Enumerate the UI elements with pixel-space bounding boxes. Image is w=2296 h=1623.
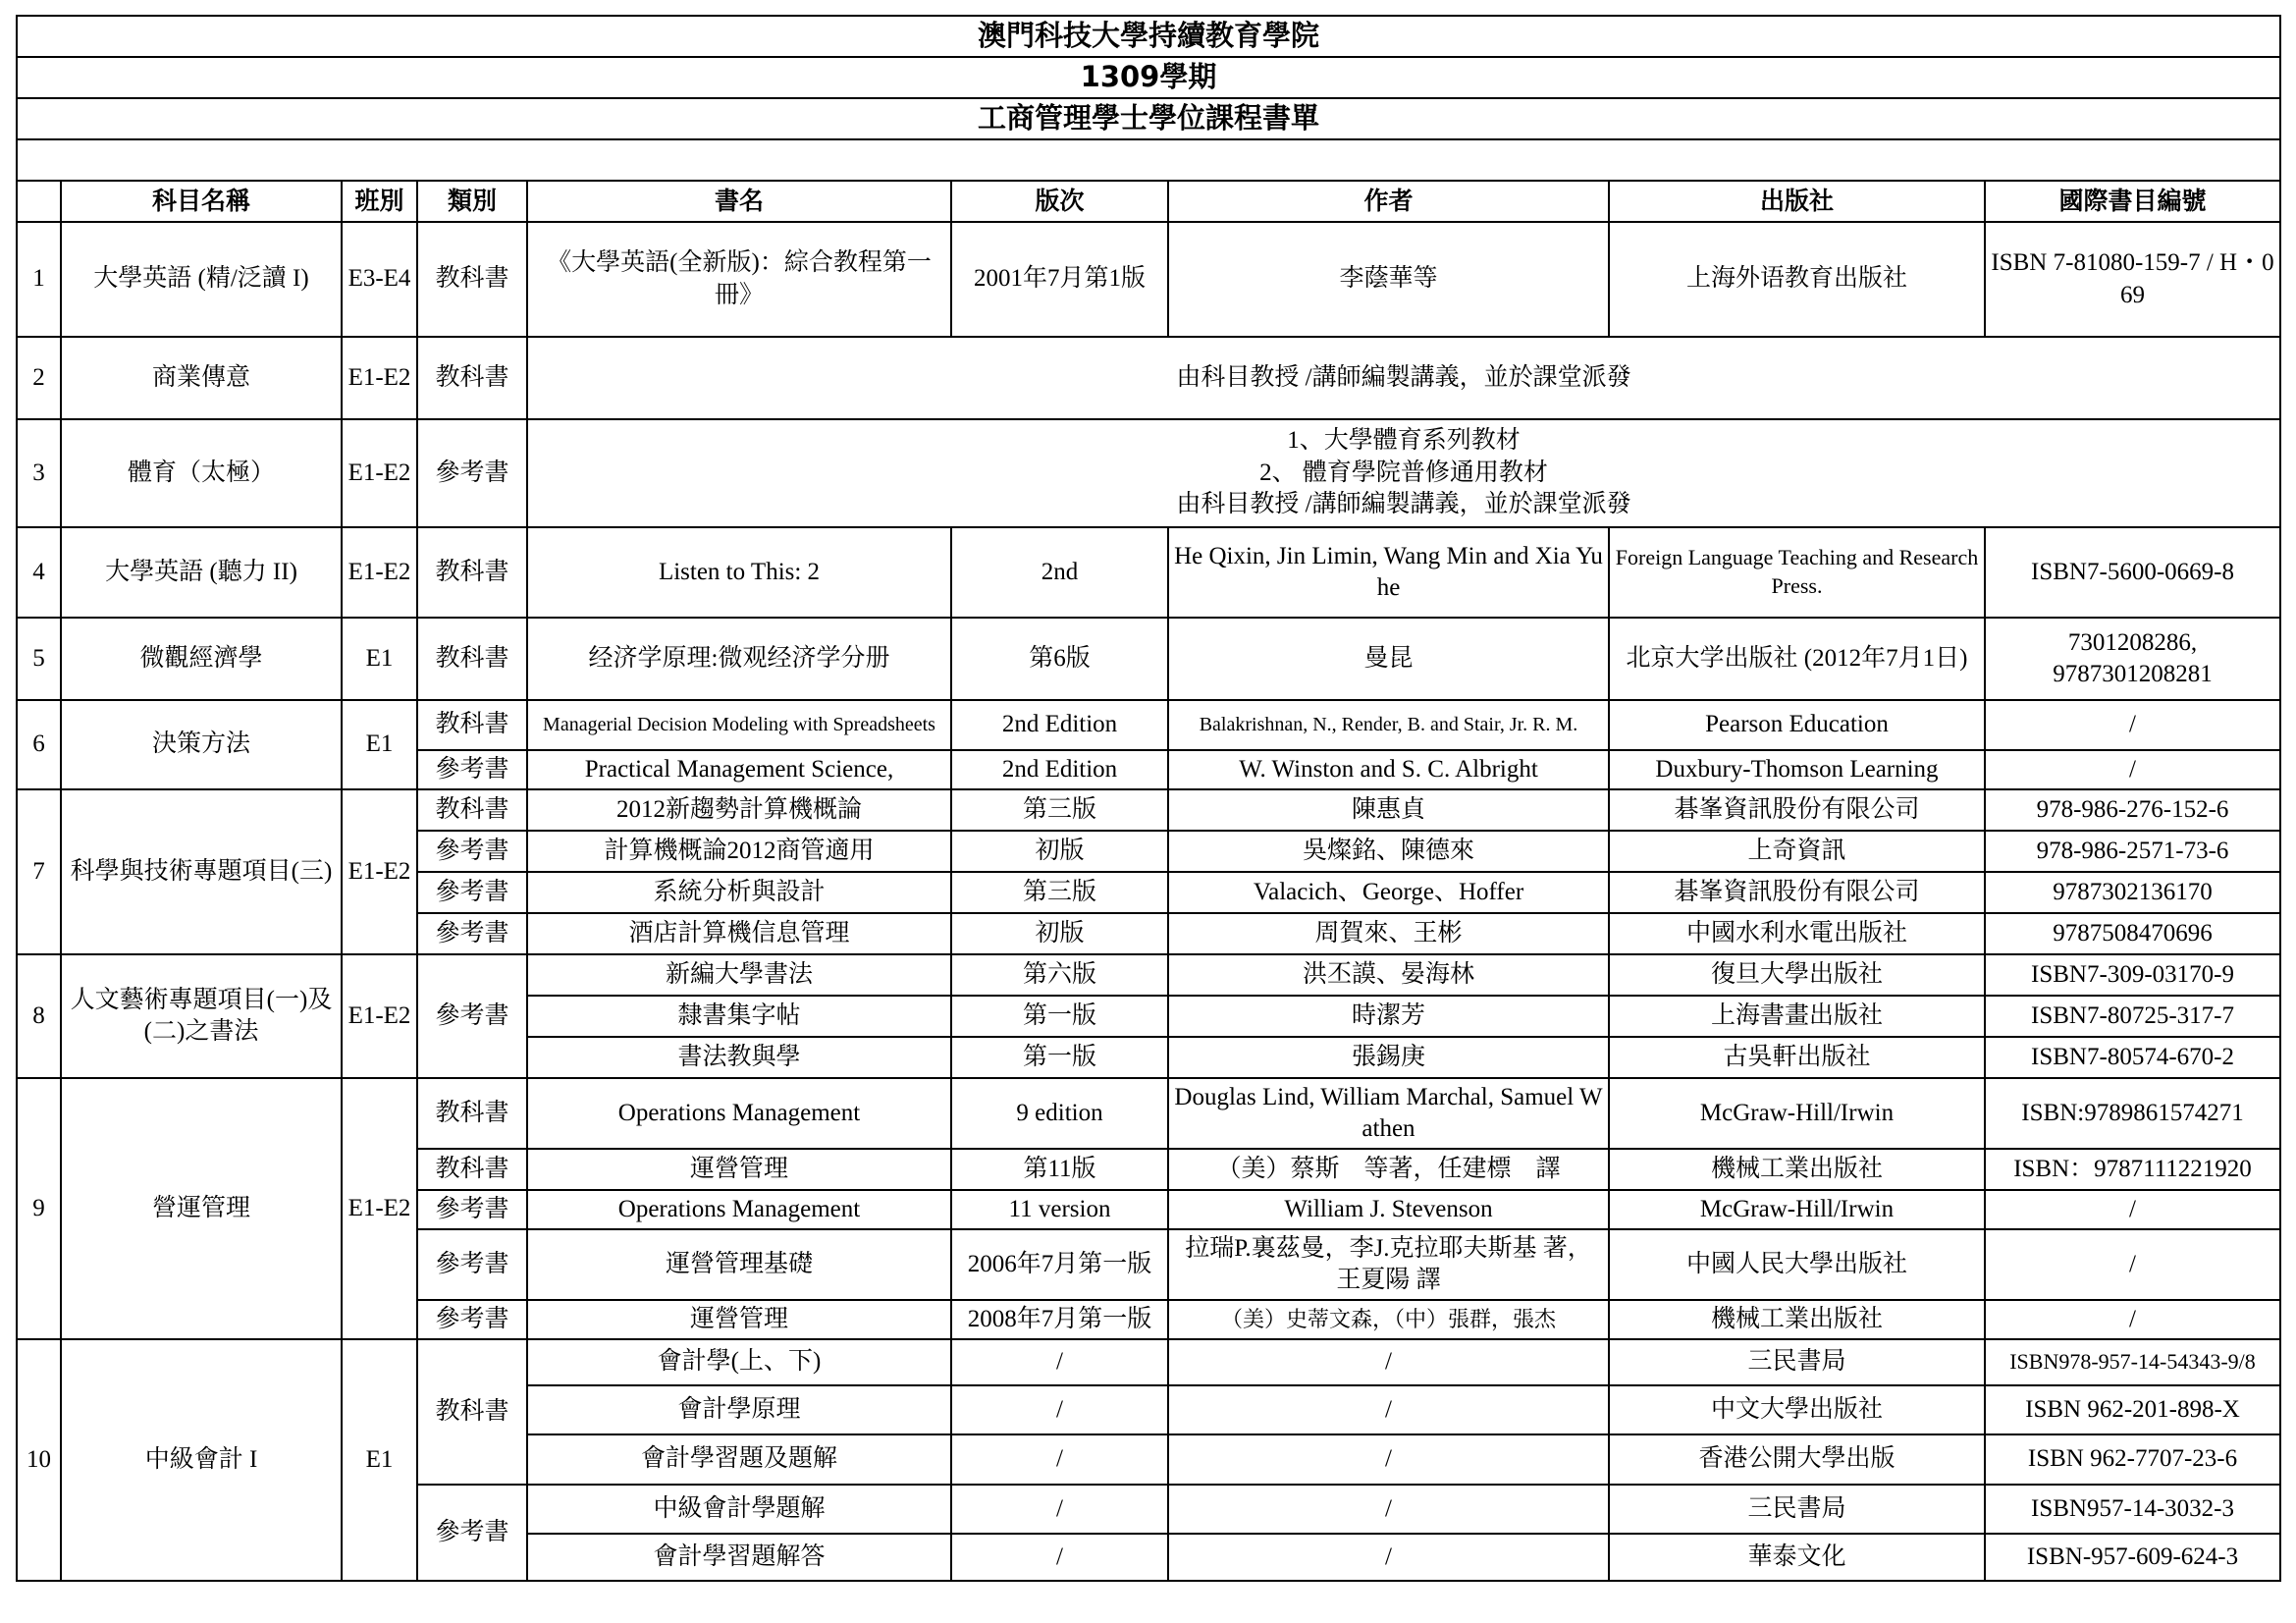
book-title: 中級會計學題解	[527, 1485, 951, 1534]
row-number: 9	[17, 1078, 61, 1339]
book-publisher: McGraw-Hill/Irwin	[1609, 1190, 1985, 1229]
col-header-isbn: 國際書目編號	[1985, 181, 2280, 222]
book-edition: 2008年7月第一版	[951, 1300, 1168, 1339]
book-isbn: ISBN 962-7707-23-6	[1985, 1434, 2280, 1485]
book-author: （美）蔡斯 等著，任建標 譯	[1168, 1149, 1609, 1190]
book-isbn: 9787508470696	[1985, 913, 2280, 954]
book-title: 運營管理	[527, 1300, 951, 1339]
row-number: 6	[17, 700, 61, 789]
subject-name: 微觀經濟學	[61, 618, 342, 700]
book-isbn: /	[1985, 1300, 2280, 1339]
row-number: 8	[17, 954, 61, 1078]
book-edition: 2001年7月第1版	[951, 222, 1168, 337]
book-type: 教科書	[417, 1078, 527, 1149]
class-code: E1-E2	[342, 954, 417, 1078]
book-edition: 11 version	[951, 1190, 1168, 1229]
book-title: 計算機概論2012商管適用	[527, 831, 951, 872]
book-author: He Qixin, Jin Limin, Wang Min and Xia Yuhe	[1168, 527, 1609, 618]
book-title: 隸書集字帖	[527, 996, 951, 1037]
book-isbn: ISBN-957-609-624-3	[1985, 1534, 2280, 1581]
book-publisher: 機械工業出版社	[1609, 1149, 1985, 1190]
table-row	[17, 1339, 2280, 1385]
book-author: W. Winston and S. C. Albright	[1168, 750, 1609, 789]
book-author: /	[1168, 1485, 1609, 1534]
book-isbn: ISBN978-957-14-54343-9/8	[1985, 1339, 2280, 1385]
row-number: 2	[17, 337, 61, 419]
book-title: 系統分析與設計	[527, 872, 951, 913]
book-type: 教科書	[417, 618, 527, 700]
list-title: 工商管理學士學位課程書單	[17, 98, 2280, 139]
book-edition: 2nd	[951, 527, 1168, 618]
book-edition: /	[951, 1434, 1168, 1485]
book-author: 時潔芳	[1168, 996, 1609, 1037]
book-edition: 第六版	[951, 954, 1168, 996]
subject-name: 科學與技術專題項目(三)	[61, 789, 342, 954]
book-title: 運營管理基礎	[527, 1229, 951, 1300]
book-author: 李蔭華等	[1168, 222, 1609, 337]
column-header-row	[17, 181, 2280, 222]
book-publisher: 三民書局	[1609, 1485, 1985, 1534]
book-publisher: 古吳軒出版社	[1609, 1037, 1985, 1078]
row-number: 7	[17, 789, 61, 954]
book-type: 教科書	[417, 789, 527, 831]
table-row	[17, 618, 2280, 700]
book-isbn: ISBN7-80725-317-7	[1985, 996, 2280, 1037]
book-author: 曼昆	[1168, 618, 1609, 700]
book-title: 新編大學書法	[527, 954, 951, 996]
book-edition: 2006年7月第一版	[951, 1229, 1168, 1300]
book-author: 周賀來、王彬	[1168, 913, 1609, 954]
book-publisher: 香港公開大學出版	[1609, 1434, 1985, 1485]
book-type: 參考書	[417, 1229, 527, 1300]
col-header-subject: 科目名稱	[61, 181, 342, 222]
book-publisher: Pearson Education	[1609, 700, 1985, 750]
book-title: 會計學習題及題解	[527, 1434, 951, 1485]
book-edition: 9 edition	[951, 1078, 1168, 1149]
book-title: Operations Management	[527, 1190, 951, 1229]
book-type: 參考書	[417, 419, 527, 527]
book-publisher: 上海外语教育出版社	[1609, 222, 1985, 337]
book-edition: /	[951, 1485, 1168, 1534]
book-isbn: /	[1985, 1229, 2280, 1300]
book-type: 參考書	[417, 1190, 527, 1229]
book-author: 張錫庚	[1168, 1037, 1609, 1078]
book-author: /	[1168, 1434, 1609, 1485]
book-type: 教科書	[417, 527, 527, 618]
book-publisher: Duxbury-Thomson Learning	[1609, 750, 1985, 789]
book-type: 教科書	[417, 1339, 527, 1485]
book-type: 參考書	[417, 831, 527, 872]
book-publisher: 華泰文化	[1609, 1534, 1985, 1581]
book-type: 參考書	[417, 872, 527, 913]
table-row	[17, 419, 2280, 527]
book-type: 參考書	[417, 750, 527, 789]
subject-name: 中級會計 I	[61, 1339, 342, 1581]
book-type: 參考書	[417, 1485, 527, 1581]
book-isbn: 978-986-2571-73-6	[1985, 831, 2280, 872]
class-code: E1-E2	[342, 1078, 417, 1339]
book-isbn: ISBN957-14-3032-3	[1985, 1485, 2280, 1534]
book-publisher: 中國水利水電出版社	[1609, 913, 1985, 954]
book-type: 教科書	[417, 222, 527, 337]
book-list-table	[16, 15, 2281, 1582]
book-isbn: /	[1985, 1190, 2280, 1229]
subject-name: 大學英語 (聽力 II)	[61, 527, 342, 618]
book-publisher: McGraw-Hill/Irwin	[1609, 1078, 1985, 1149]
book-edition: 初版	[951, 913, 1168, 954]
book-isbn: ISBN7-80574-670-2	[1985, 1037, 2280, 1078]
book-publisher: 中文大學出版社	[1609, 1385, 1985, 1434]
book-publisher: 北京大学出版社 (2012年7月1日)	[1609, 618, 1985, 700]
book-isbn: /	[1985, 750, 2280, 789]
book-author: 洪丕謨、晏海林	[1168, 954, 1609, 996]
book-isbn: /	[1985, 700, 2280, 750]
book-publisher: Foreign Language Teaching and Research Press.	[1609, 527, 1985, 618]
book-title: 會計學習題解答	[527, 1534, 951, 1581]
book-title: 酒店計算機信息管理	[527, 913, 951, 954]
book-edition: 第三版	[951, 872, 1168, 913]
book-isbn: ISBN7-5600-0669-8	[1985, 527, 2280, 618]
book-isbn: 978-986-276-152-6	[1985, 789, 2280, 831]
col-header-title: 書名	[527, 181, 951, 222]
table-row	[17, 954, 2280, 996]
col-header-no	[17, 181, 61, 222]
book-edition: 初版	[951, 831, 1168, 872]
handout-note: 由科目教授 /講師編製講義，並於課堂派發	[527, 337, 2280, 419]
book-publisher: 碁峯資訊股份有限公司	[1609, 789, 1985, 831]
row-number: 3	[17, 419, 61, 527]
col-header-publisher: 出版社	[1609, 181, 1985, 222]
blank-row	[17, 139, 2280, 181]
book-publisher: 復旦大學出版社	[1609, 954, 1985, 996]
table-row	[17, 337, 2280, 419]
book-isbn: ISBN 7-81080-159-7 / H・069	[1985, 222, 2280, 337]
handout-note: 1、大學體育系列教材 2、 體育學院普修通用教材 由科目教授 /講師編製講義，並於課堂派發	[527, 419, 2280, 527]
row-number: 1	[17, 222, 61, 337]
book-title: Practical Management Science,	[527, 750, 951, 789]
book-edition: 第6版	[951, 618, 1168, 700]
subject-name: 決策方法	[61, 700, 342, 789]
subject-name: 人文藝術專題項目(一)及(二)之書法	[61, 954, 342, 1078]
class-code: E1	[342, 618, 417, 700]
class-code: E1-E2	[342, 337, 417, 419]
book-author: Douglas Lind, William Marchal, Samuel Wathen	[1168, 1078, 1609, 1149]
class-code: E1	[342, 1339, 417, 1581]
book-publisher: 上奇資訊	[1609, 831, 1985, 872]
book-type: 教科書	[417, 1149, 527, 1190]
book-author: 陳惠貞	[1168, 789, 1609, 831]
book-isbn: ISBN：9787111221920	[1985, 1149, 2280, 1190]
book-title: Listen to This: 2	[527, 527, 951, 618]
book-publisher: 上海書畫出版社	[1609, 996, 1985, 1037]
book-author: 吳燦銘、陳德來	[1168, 831, 1609, 872]
book-edition: /	[951, 1339, 1168, 1385]
book-edition: 第三版	[951, 789, 1168, 831]
book-title: 會計學原理	[527, 1385, 951, 1434]
book-edition: 第11版	[951, 1149, 1168, 1190]
subject-name: 商業傳意	[61, 337, 342, 419]
book-edition: 第一版	[951, 996, 1168, 1037]
col-header-type: 類別	[417, 181, 527, 222]
table-row	[17, 1078, 2280, 1149]
institution-title: 澳門科技大學持續教育學院	[17, 16, 2280, 57]
book-title: Operations Management	[527, 1078, 951, 1149]
book-edition: /	[951, 1385, 1168, 1434]
book-edition: 2nd Edition	[951, 750, 1168, 789]
book-isbn: 7301208286, 9787301208281	[1985, 618, 2280, 700]
class-code: E3-E4	[342, 222, 417, 337]
book-edition: 2nd Edition	[951, 700, 1168, 750]
book-type: 參考書	[417, 1300, 527, 1339]
col-header-class: 班別	[342, 181, 417, 222]
book-author: Balakrishnan, N., Render, B. and Stair, Jr. R. M.	[1168, 700, 1609, 750]
book-author: Valacich、George、Hoffer	[1168, 872, 1609, 913]
book-edition: 第一版	[951, 1037, 1168, 1078]
book-author: （美）史蒂文森，（中）張群，張杰	[1168, 1300, 1609, 1339]
book-title: 2012新趨勢計算機概論	[527, 789, 951, 831]
book-type: 教科書	[417, 700, 527, 750]
book-author: /	[1168, 1339, 1609, 1385]
class-code: E1-E2	[342, 789, 417, 954]
book-author: William J. Stevenson	[1168, 1190, 1609, 1229]
subject-name: 大學英語 (精/泛讀 I)	[61, 222, 342, 337]
book-type: 教科書	[417, 337, 527, 419]
book-title: 書法教與學	[527, 1037, 951, 1078]
book-isbn: ISBN 962-201-898-X	[1985, 1385, 2280, 1434]
book-title: 经济学原理:微观经济学分册	[527, 618, 951, 700]
subject-name: 體育（太極）	[61, 419, 342, 527]
book-title: Managerial Decision Modeling with Spreadsheets	[527, 700, 951, 750]
book-author: /	[1168, 1385, 1609, 1434]
book-edition: /	[951, 1534, 1168, 1581]
col-header-author: 作者	[1168, 181, 1609, 222]
row-number: 5	[17, 618, 61, 700]
book-isbn: ISBN:9789861574271	[1985, 1078, 2280, 1149]
class-code: E1	[342, 700, 417, 789]
subject-name: 營運管理	[61, 1078, 342, 1339]
term-title: 1309學期	[17, 57, 2280, 98]
table-row	[17, 789, 2280, 831]
book-isbn: 9787302136170	[1985, 872, 2280, 913]
table-row	[17, 527, 2280, 618]
book-publisher: 碁峯資訊股份有限公司	[1609, 872, 1985, 913]
book-list-sheet	[16, 15, 2281, 1582]
book-publisher: 三民書局	[1609, 1339, 1985, 1385]
book-title: 《大學英語(全新版)：綜合教程第一冊》	[527, 222, 951, 337]
book-publisher: 機械工業出版社	[1609, 1300, 1985, 1339]
book-isbn: ISBN7-309-03170-9	[1985, 954, 2280, 996]
col-header-edition: 版次	[951, 181, 1168, 222]
row-number: 10	[17, 1339, 61, 1581]
table-row	[17, 700, 2280, 750]
class-code: E1-E2	[342, 527, 417, 618]
book-title: 會計學(上、下)	[527, 1339, 951, 1385]
book-author: 拉瑞P.裏茲曼，李J.克拉耶夫斯基 著，王夏陽 譯	[1168, 1229, 1609, 1300]
book-author: /	[1168, 1534, 1609, 1581]
row-number: 4	[17, 527, 61, 618]
class-code: E1-E2	[342, 419, 417, 527]
book-title: 運營管理	[527, 1149, 951, 1190]
table-row	[17, 222, 2280, 337]
book-publisher: 中國人民大學出版社	[1609, 1229, 1985, 1300]
book-type: 參考書	[417, 954, 527, 1078]
book-type: 參考書	[417, 913, 527, 954]
